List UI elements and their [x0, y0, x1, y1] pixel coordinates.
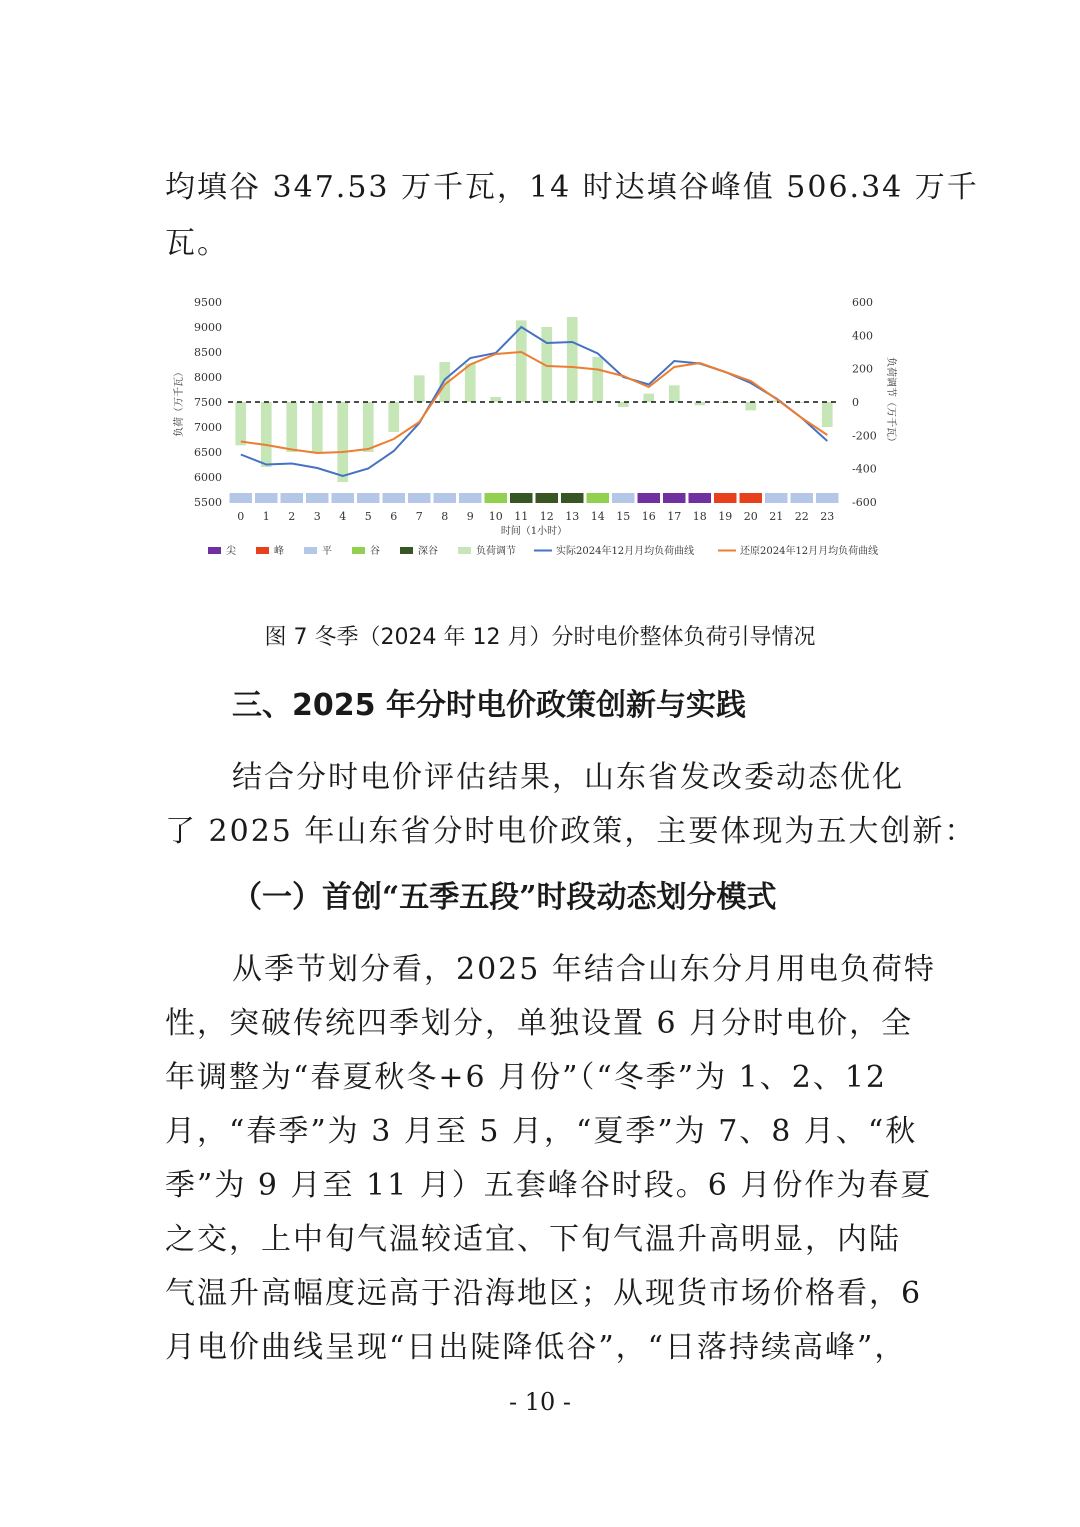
y-tick-label: 5500 — [194, 496, 222, 509]
period-cell-10 — [485, 493, 508, 503]
y-tick-label: 9000 — [194, 321, 222, 334]
adjust-bar — [363, 402, 374, 452]
y2-tick-label: -200 — [852, 429, 877, 443]
adjust-bar — [312, 402, 323, 452]
period-cell-1 — [255, 493, 278, 503]
period-cell-3 — [306, 493, 329, 503]
para1-line-2: 了 2025 年山东省分时电价政策，主要体现为五大创新： — [165, 814, 977, 849]
adjust-bar — [286, 402, 297, 452]
period-cell-7 — [408, 493, 431, 503]
adjust-bar — [414, 375, 425, 402]
period-cell-23 — [816, 493, 839, 503]
page-number: - 10 - — [508, 1388, 571, 1416]
para2-line-5: 季”为 9 月至 11 月）五套峰谷时段。6 月份作为春夏 — [165, 1168, 933, 1203]
legend-label-4: 深谷 — [418, 546, 438, 557]
para2-line-3: 年调整为“春夏秋冬+6 月份”（“冬季”为 1、2、12 — [165, 1060, 887, 1095]
subsection-heading: （一）首创“五季五段”时段动态划分模式 — [232, 880, 777, 915]
period-cell-16 — [638, 493, 661, 503]
y-tick-label: 9500 — [194, 296, 222, 309]
para2-line-8: 月电价曲线呈现“日出陡降低谷”，“日落持续高峰”， — [165, 1330, 907, 1365]
adjust-bar — [592, 357, 603, 402]
para2-line-2: 性，突破传统四季划分，单独设置 6 月分时电价，全 — [165, 1006, 914, 1041]
x-tick-label: 20 — [743, 510, 758, 523]
legend-label-7: 还原2024年12月月均负荷曲线 — [740, 546, 879, 557]
x-tick-label: 2 — [288, 510, 296, 523]
para2-line-6: 之交，上中旬气温较适宜、下旬气温升高明显，内陆 — [165, 1222, 901, 1257]
adjust-bar — [643, 394, 654, 402]
legend-label-6: 实际2024年12月月均负荷曲线 — [556, 546, 695, 557]
x-tick-label: 11 — [514, 510, 529, 523]
y2-tick-label: -400 — [852, 462, 877, 476]
y2-tick-label: 0 — [852, 396, 859, 409]
period-cell-8 — [434, 493, 457, 503]
legend-label-5: 负荷调节 — [476, 546, 516, 557]
x-tick-label: 8 — [441, 510, 449, 523]
x-tick-label: 5 — [364, 510, 372, 523]
legend-swatch-5 — [458, 547, 471, 554]
period-cell-21 — [765, 493, 788, 503]
legend-label-1: 峰 — [274, 546, 284, 557]
period-cell-4 — [332, 493, 355, 503]
y2-axis-title: 负荷调节（万千瓦） — [885, 357, 896, 447]
period-cell-12 — [536, 493, 559, 503]
para1-line-1: 结合分时电价评估结果，山东省发改委动态优化 — [232, 760, 904, 795]
legend-swatch-1 — [256, 547, 269, 554]
figure-caption: 图 7 冬季（2024 年 12 月）分时电价整体负荷引导情况 — [264, 625, 816, 650]
x-tick-label: 3 — [313, 510, 321, 523]
section-heading: 三、2025 年分时电价政策创新与实践 — [232, 688, 746, 723]
period-cell-17 — [663, 493, 686, 503]
period-cell-22 — [791, 493, 814, 503]
y-axis-title: 负荷（万千瓦） — [174, 367, 185, 437]
period-cell-19 — [714, 493, 737, 503]
period-cell-11 — [510, 493, 533, 503]
x-tick-label: 1 — [262, 510, 270, 523]
x-tick-label: 4 — [339, 510, 347, 523]
x-tick-label: 18 — [692, 510, 707, 523]
x-tick-label: 15 — [616, 510, 631, 523]
x-tick-label: 6 — [390, 510, 398, 523]
adjust-bar — [465, 364, 476, 402]
para2-line-4: 月，“春季”为 3 月至 5 月，“夏季”为 7、8 月、“秋 — [165, 1114, 918, 1149]
x-tick-label: 13 — [565, 510, 580, 523]
adjust-bar — [261, 402, 272, 467]
x-axis-title: 时间（1小时） — [500, 526, 568, 537]
y-tick-label: 6000 — [194, 471, 222, 484]
legend-swatch-3 — [352, 547, 365, 554]
period-cell-15 — [612, 493, 635, 503]
y2-tick-label: 200 — [852, 362, 873, 376]
legend-swatch-0 — [208, 547, 221, 554]
load-chart — [160, 288, 920, 563]
y-tick-label: 8500 — [194, 346, 222, 359]
period-cell-9 — [459, 493, 482, 503]
x-tick-label: 14 — [590, 510, 605, 523]
x-tick-label: 21 — [769, 510, 784, 523]
adjust-bar — [516, 320, 527, 402]
y-tick-label: 7500 — [194, 396, 222, 409]
adjust-bar — [337, 402, 348, 482]
y-tick-label: 6500 — [194, 446, 222, 459]
period-cell-14 — [587, 493, 610, 503]
adjust-bar — [235, 402, 246, 445]
adjust-bar — [822, 402, 833, 427]
period-cell-6 — [383, 493, 406, 503]
x-tick-label: 23 — [820, 510, 835, 523]
y2-tick-label: -600 — [852, 496, 877, 509]
period-cell-18 — [689, 493, 712, 503]
period-cell-20 — [740, 493, 763, 503]
y-tick-label: 7000 — [194, 421, 222, 434]
adjust-bar — [388, 402, 399, 432]
x-tick-label: 17 — [667, 510, 682, 523]
load-chart-svg — [160, 288, 920, 563]
intro-line-1: 均填谷 347.53 万千瓦，14 时达填谷峰值 506.34 万千 — [165, 170, 979, 205]
adjust-bar — [567, 317, 578, 402]
period-cell-13 — [561, 493, 584, 503]
y2-tick-label: 400 — [852, 329, 873, 343]
legend-swatch-2 — [304, 547, 317, 554]
x-tick-label: 0 — [237, 510, 245, 523]
legend-label-2: 平 — [322, 546, 332, 557]
x-tick-label: 22 — [794, 510, 809, 523]
y-tick-label: 8000 — [194, 371, 222, 384]
adjust-bar — [669, 385, 680, 402]
intro-line-2: 瓦。 — [165, 226, 229, 261]
para2-line-1: 从季节划分看，2025 年结合山东分月用电负荷特 — [232, 952, 936, 987]
x-tick-label: 7 — [415, 510, 423, 523]
para2-line-7: 气温升高幅度远高于沿海地区；从现货市场价格看，6 — [165, 1276, 923, 1311]
period-cell-5 — [357, 493, 380, 503]
x-tick-label: 10 — [488, 510, 503, 523]
adjust-bar — [745, 402, 756, 410]
legend-label-0: 尖 — [226, 546, 236, 557]
x-tick-label: 9 — [466, 510, 474, 523]
period-cell-2 — [281, 493, 304, 503]
x-tick-label: 16 — [641, 510, 656, 523]
period-cell-0 — [230, 493, 253, 503]
x-tick-label: 12 — [539, 510, 554, 523]
legend-label-3: 谷 — [370, 546, 380, 557]
x-tick-label: 19 — [718, 510, 733, 523]
legend-swatch-4 — [400, 547, 413, 554]
y2-tick-label: 600 — [852, 296, 873, 309]
